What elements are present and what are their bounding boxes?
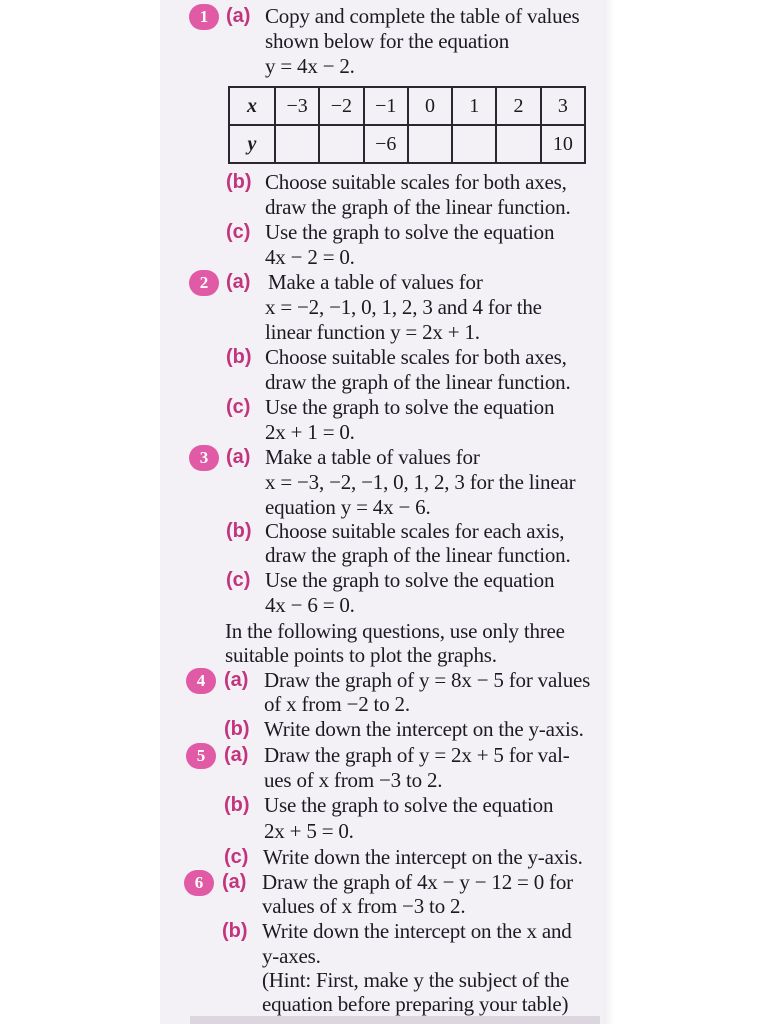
question-5-badge: 5	[186, 743, 216, 769]
table-row-x	[229, 87, 585, 125]
q6-part-b-label: (b)	[222, 920, 248, 942]
table-cell-y	[408, 125, 452, 163]
q2-part-b-label: (b)	[226, 346, 252, 368]
q4-part-a-label: (a)	[224, 669, 249, 691]
cut-off-next-line	[190, 1016, 600, 1024]
question-1-badge: 1	[189, 4, 219, 30]
table-cell-x: 1	[452, 87, 496, 125]
q4-part-b-label: (b)	[224, 718, 250, 740]
q1-a-line-3: y = 4x − 2.	[265, 54, 355, 78]
q6-part-a-label: (a)	[222, 871, 247, 893]
q5-c-line-1: Write down the intercept on the y-axis.	[263, 845, 583, 869]
q5-part-b-label: (b)	[224, 794, 250, 816]
table-of-values	[228, 86, 586, 164]
table-row-y	[229, 125, 585, 163]
q2-b-line-2: draw the graph of the linear function.	[265, 370, 571, 394]
page-edge	[604, 0, 614, 1024]
q4-a-line-2: of x from −2 to 2.	[264, 692, 410, 716]
q2-part-a-label: (a)	[226, 271, 251, 293]
q1-part-b-label: (b)	[226, 171, 252, 193]
instruction-line-2: suitable points to plot the graphs.	[225, 643, 497, 667]
table-cell-y	[275, 125, 319, 163]
table-y-header: y	[229, 125, 275, 163]
q3-part-a-label: (a)	[226, 446, 251, 468]
question-6-badge: 6	[184, 870, 214, 896]
q4-a-line-1: Draw the graph of y = 8x − 5 for values	[264, 668, 591, 692]
q1-part-a-label: (a)	[226, 5, 251, 27]
table-cell-x: −3	[275, 87, 319, 125]
q5-a-line-1: Draw the graph of y = 2x + 5 for val-	[264, 743, 570, 767]
table-cell-x: 0	[408, 87, 452, 125]
q1-c-line-2: 4x − 2 = 0.	[265, 245, 355, 269]
q3-part-c-label: (c)	[226, 569, 251, 591]
q3-part-b-label: (b)	[226, 520, 252, 542]
table-cell-y: 10	[541, 125, 585, 163]
question-2-badge: 2	[189, 270, 219, 296]
q6-a-line-1: Draw the graph of 4x − y − 12 = 0 for	[262, 870, 573, 894]
question-3-badge: 3	[189, 445, 219, 471]
q2-part-c-label: (c)	[226, 396, 251, 418]
q6-a-line-2: values of x from −3 to 2.	[262, 894, 466, 918]
q5-a-line-2: ues of x from −3 to 2.	[264, 768, 443, 792]
q1-b-line-2: draw the graph of the linear function.	[265, 195, 571, 219]
q3-a-line-3: equation y = 4x − 6.	[265, 495, 431, 519]
q6-b-line-2: y-axes.	[262, 944, 321, 968]
q3-b-line-1: Choose suitable scales for each axis,	[265, 519, 565, 543]
q6-b-line-4: equation before preparing your table)	[262, 992, 569, 1016]
q1-c-line-1: Use the graph to solve the equation	[265, 220, 555, 244]
q6-b-line-3: (Hint: First, make y the subject of the	[262, 968, 570, 992]
q3-a-line-2: x = −3, −2, −1, 0, 1, 2, 3 for the linear	[265, 470, 576, 494]
q5-b-line-1: Use the graph to solve the equation	[264, 793, 554, 817]
q5-part-c-label: (c)	[224, 846, 249, 868]
q6-b-line-1: Write down the intercept on the x and	[262, 919, 572, 943]
q1-b-line-1: Choose suitable scales for both axes,	[265, 170, 567, 194]
q1-a-line-2: shown below for the equation	[265, 29, 510, 53]
table-cell-y: −6	[364, 125, 408, 163]
table-cell-x: −2	[319, 87, 363, 125]
q4-b-line-1: Write down the intercept on the y-axis.	[264, 717, 584, 741]
q5-part-a-label: (a)	[224, 744, 249, 766]
q5-b-line-2: 2x + 5 = 0.	[264, 819, 354, 843]
q2-a-line-2: x = −2, −1, 0, 1, 2, 3 and 4 for the	[265, 295, 542, 319]
q2-c-line-1: Use the graph to solve the equation	[265, 395, 555, 419]
q1-a-line-1: Copy and complete the table of values	[265, 4, 580, 28]
table-x-header: x	[229, 87, 275, 125]
q3-b-line-2: draw the graph of the linear function.	[265, 543, 571, 567]
table-cell-x: −1	[364, 87, 408, 125]
q2-c-line-2: 2x + 1 = 0.	[265, 420, 355, 444]
table-cell-y	[319, 125, 363, 163]
table-cell-x: 2	[496, 87, 540, 125]
q2-b-line-1: Choose suitable scales for both axes,	[265, 345, 567, 369]
q2-a-line-3: linear function y = 2x + 1.	[265, 320, 480, 344]
question-4-badge: 4	[186, 668, 216, 694]
q3-a-line-1: Make a table of values for	[265, 445, 480, 469]
q2-a-line-1: Make a table of values for	[268, 270, 483, 294]
q3-c-line-2: 4x − 6 = 0.	[265, 593, 355, 617]
instruction-line-1: In the following questions, use only three	[225, 619, 565, 643]
table-cell-x: 3	[541, 87, 585, 125]
q1-part-c-label: (c)	[226, 221, 251, 243]
table-cell-y	[496, 125, 540, 163]
table-cell-y	[452, 125, 496, 163]
q3-c-line-1: Use the graph to solve the equation	[265, 568, 555, 592]
